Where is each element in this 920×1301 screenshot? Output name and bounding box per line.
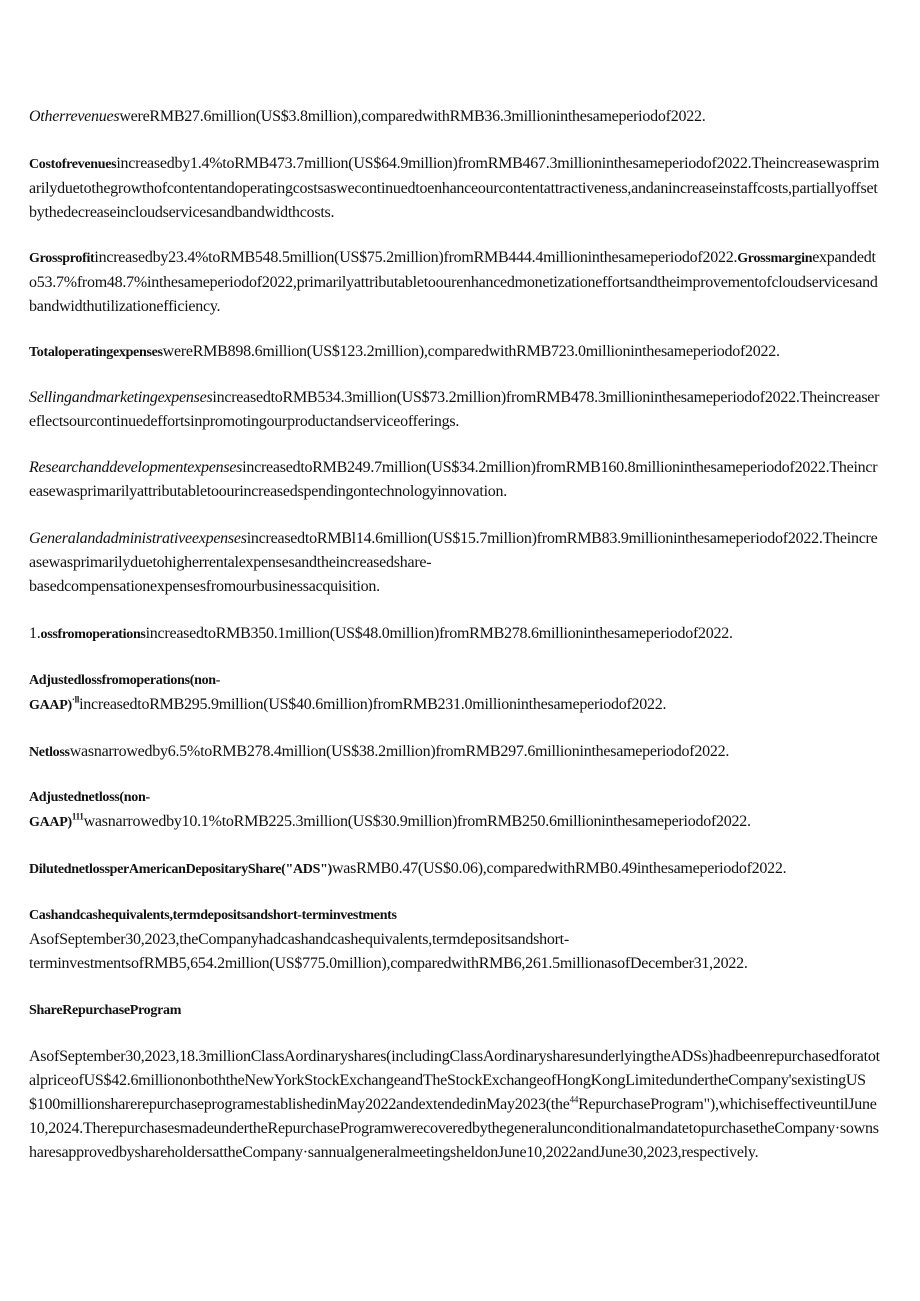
label-research-development: Researchanddevelopmentexpenses: [29, 459, 243, 476]
footnote-adjusted-net-loss: 111: [71, 811, 84, 822]
heading-cash: Cashandcashequivalents,termdepositsandshort-terminvestments: [29, 908, 397, 923]
section-cash: [29, 904, 881, 976]
text-loss-from-operations: increasedtoRMB350.1million(US$48.0million)fromRMB278.6millioninthesameperiodof2022.: [145, 625, 733, 642]
text-general-admin: increasedtoRMBl14.6million(US$15.7million)fromRMB83.9millioninthesameperiodof2022.Theincreasewasprimarilyduetohigherrentalexpensesandtheincreasedshare-: [29, 530, 878, 571]
paragraph-gross-profit: [29, 246, 881, 319]
label-cost-of-revenues: Costofrevenues: [29, 157, 117, 172]
text-gross-profit: increasedby23.4%toRMB548.5million(US$75.2million)fromRMB444.4millioninthesameperiodof2022.: [94, 249, 738, 266]
label-adjusted-loss-ops: Adjustedlossfromoperations(non-: [29, 673, 221, 688]
label-gross-profit: Grossprofit: [29, 251, 95, 266]
text-general-admin-cont: basedcompensationexpensesfromourbusinessacquisition.: [29, 578, 380, 595]
label-gross-margin: Grossmargin: [737, 251, 813, 266]
text-adjusted-net-loss: wasnarrowedby10.1%toRMB225.3million(US$30.9million)fromRMB250.6millioninthesameperiodof2022.: [83, 813, 751, 830]
paragraph-other-revenues: [29, 105, 881, 129]
label-adjusted-net-loss: Adjustednetloss(non-: [29, 790, 150, 805]
label-diluted-eps: DilutednetlossperAmericanDepositaryShare("ADS"): [29, 862, 332, 877]
paragraph-research-development: [29, 456, 881, 504]
label-other-revenues: Otherrevenues: [29, 108, 120, 125]
footnote-share-repurchase: 44: [569, 1094, 579, 1105]
text-cost-of-revenues: increasedby1.4%toRMB473.7million(US$64.9million)fromRMB467.3millioninthesameperiodof2022.Theincreasewasprimarilyduetothegrowthofcontentandoperatingcostsaswecontinuedtoenhanceourcontentattractiveness,andanincreaseinstaffcosts,partiallyoffsetbythedecreaseincloudservicesandbandwidthcosts.: [29, 155, 880, 221]
text-total-opex: wereRMB898.6million(US$123.2million),comparedwithRMB723.0millioninthesameperiodof2022.: [162, 343, 780, 360]
text-cash-line2: terminvestmentsofRMB5,654.2million(US$775.0million),comparedwithRMB6,261.5millionasofDecember31,2022.: [29, 955, 748, 972]
text-share-repurchase-1: AsofSeptember30,2023,18.3millionClassAordinaryshares(includingClassAordinarysharesunderlyingtheADSs)hadbeenrepurchasedforatotalpriceofUS$42.6milliononboththeNewYorkStockExchangeandTheStockExchangeofHongKongLimitedundertheCompany'sexistingUS$100millionsharerepurchaseprogramestablishedinMay2022andextendedinMay2023(the: [29, 1048, 880, 1113]
paragraph-loss-from-operations: [29, 622, 881, 647]
prefix-loss-from-operations: 1.: [29, 625, 41, 642]
section-share-repurchase: [29, 999, 881, 1023]
text-other-revenues: wereRMB27.6million(US$3.8million),comparedwithRMB36.3millioninthesameperiodof2022.: [119, 108, 706, 125]
paragraph-adjusted-net-loss: [29, 786, 881, 835]
paragraph-diluted-eps: [29, 857, 881, 882]
heading-share-repurchase: ShareRepurchaseProgram: [29, 1003, 182, 1018]
text-gross-margin: expandedto53.7%from48.7%inthesameperiodof2022,primarilyattributabletoourenhancedmonetizationeffortsandtheimprovementofcloudservicesandbandwidthutilizationefficiency.: [29, 249, 878, 315]
text-diluted-eps: wasRMB0.47(US$0.06),comparedwithRMB0.49inthesameperiodof2022.: [331, 860, 787, 877]
paragraph-share-repurchase: [29, 1045, 881, 1165]
paragraph-total-opex: [29, 340, 881, 365]
text-net-loss: wasnarrowedby6.5%toRMB278.4million(US$38.2million)fromRMB297.6millioninthesameperiodof2022.: [69, 743, 730, 760]
label-selling-marketing: Sellingandmarketingexpenses: [29, 389, 213, 406]
paragraph-adjusted-loss-ops: [29, 669, 881, 718]
label-net-loss: Netloss: [29, 745, 70, 760]
footnote-adjusted-loss-ops: ·ll: [71, 694, 80, 705]
paragraph-cost-of-revenues: [29, 152, 881, 225]
text-adjusted-loss-ops: increasedtoRMB295.9million(US$40.6million)fromRMB231.0millioninthesameperiodof2022.: [79, 696, 667, 713]
text-selling-marketing: increasedtoRMB534.3million(US$73.2million)fromRMB478.3millioninthesameperiodof2022.Theincreasereflectsourcontinuedeffortsinpromotingourproductandserviceofferings.: [29, 389, 880, 430]
text-share-repurchase-2: RepurchaseProgram"),whichiseffectiveuntilJune10,2024.TherepurchasesmadeundertheRepurchaseProgramwerecoveredbythegeneralunconditionalmandatetopurchasetheCompany·sownsharesapprovedbyshareholdersattheCompany·sannualgeneralmeetingsheldonJune10,2022andJune30,2023,respectively.: [29, 1096, 879, 1161]
label-general-admin: Generalandadministrativeexpenses: [29, 530, 247, 547]
label-adjusted-net-loss-gaap: GAAP): [29, 815, 72, 830]
paragraph-net-loss: [29, 740, 881, 765]
paragraph-general-admin: [29, 527, 881, 599]
paragraph-selling-marketing: [29, 386, 881, 434]
text-cash-line1: AsofSeptember30,2023,theCompanyhadcashandcashequivalents,termdepositsandshort-: [29, 931, 569, 948]
label-total-opex: Totaloperatingexpenses: [29, 345, 163, 360]
text-research-development: increasedtoRMB249.7million(US$34.2million)fromRMB160.8millioninthesameperiodof2022.Theincreasewasprimarilyattributabletoourincreasedspendingontechnologyinnovation.: [29, 459, 878, 500]
label-loss-from-operations: ossfromoperations: [40, 627, 146, 642]
label-adjusted-loss-ops-gaap: GAAP): [29, 698, 72, 713]
